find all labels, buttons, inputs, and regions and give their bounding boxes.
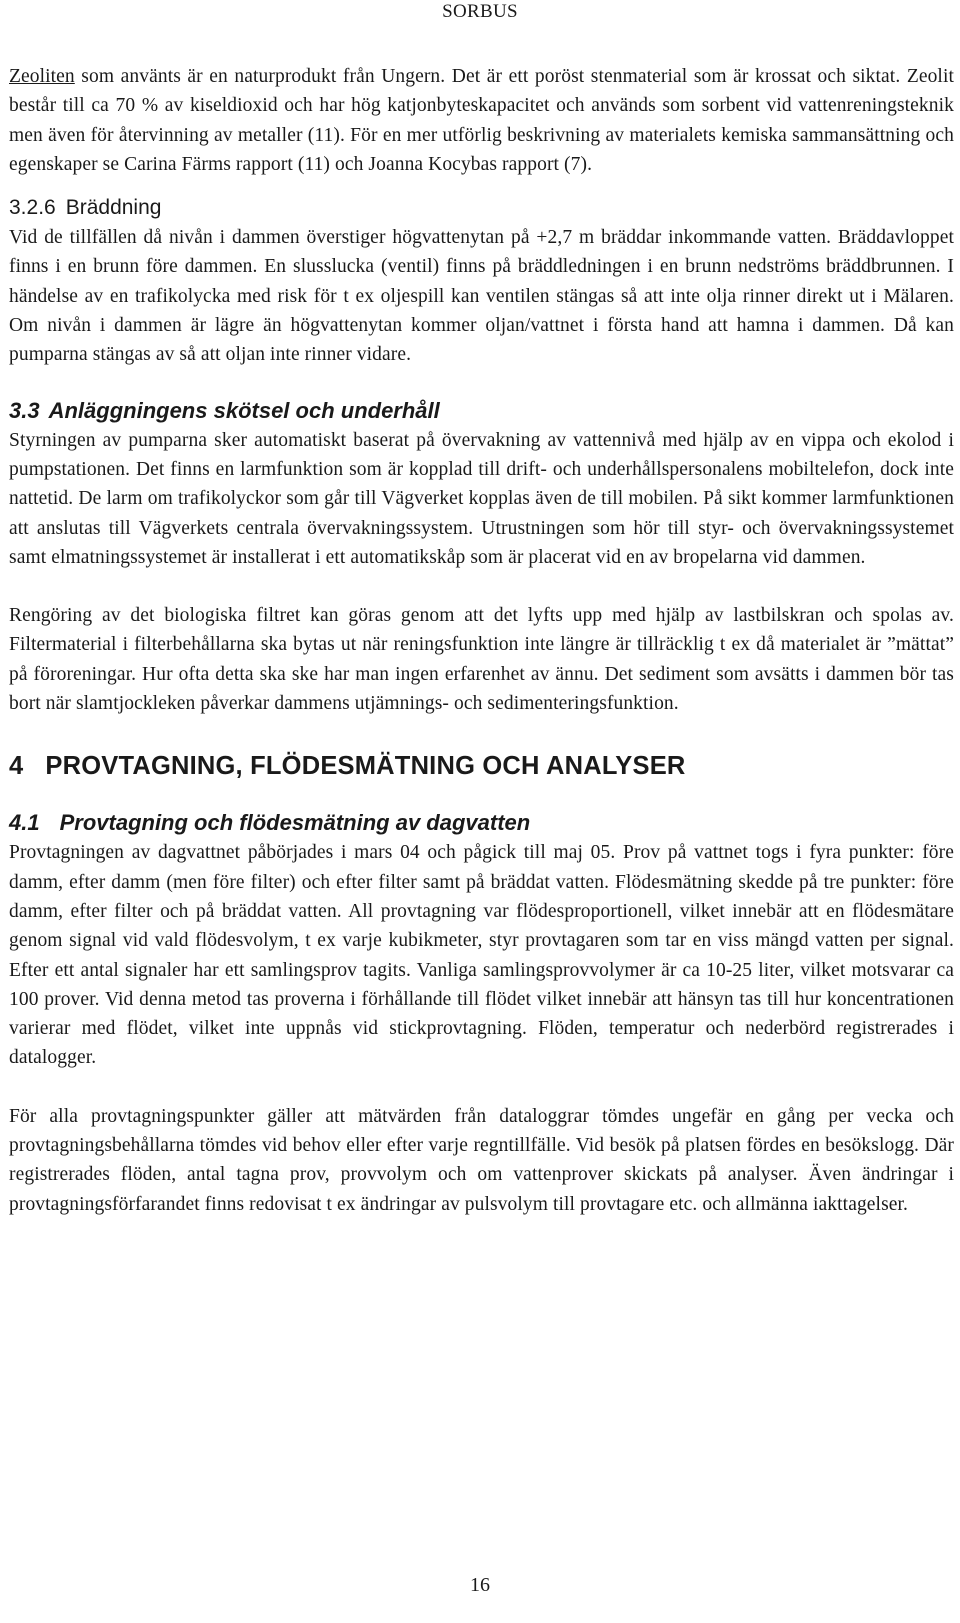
section-title: Provtagning och flödesmätning av dagvatten (59, 810, 531, 836)
paragraph-provtagning-2: För alla provtagningspunkter gäller att mätvärden från dataloggrar tömdes ungefär en gång per vecka och provtagningsbehållarna tömdes vid behov eller efter varje regntillfälle. Vid besök på platsen fördes en besökslogg. Där registrerades flöden, antal tagna prov, provvolym och om vattenprover skickats på analyser. Även ändringar i provtagningsförfarandet finns redovisat t ex ändringar av pulsvolym till provtagare etc. och allmänna iakttagelser. (9, 1105, 954, 1215)
section-title: Bräddning (65, 196, 162, 220)
section-number: 4.1 (9, 810, 40, 836)
page-number: 16 (470, 1574, 490, 1596)
document-body (9, 62, 954, 1219)
chapter-title: PROVTAGNING, FLÖDESMÄTNING OCH ANALYSER (45, 752, 686, 781)
paragraph-skotsel-1: Styrningen av pumparna sker automatiskt baserat på övervakning av vattennivå med hjälp av en vippa och ekolod i pumpstationen. Det finns en larmfunktion som är kopplad till drift- och underhållspersonalens mobiltelefon, dock inte nattetid. De larm om trafikolyckor som går till Vägverket kopplas även de till mobilen. På sikt kommer larmfunktionen att anslutas till Vägverkets centrala övervakningssystem. Utrustningen som hör till styr- och övervakningssystemet samt elmatningssystemet är installerat i ett automatikskåp som är placerat vid en av bropelarna vid dammen. (9, 429, 954, 568)
paragraph-zeolite (9, 62, 954, 179)
section-title: Anläggningens skötsel och underhåll (48, 397, 440, 423)
running-header: SORBUS (442, 1, 518, 22)
zeolite-link[interactable]: Zeoliten (9, 66, 75, 87)
zeolite-text: som använts är en naturprodukt från Ungern. Det är ett poröst stenmaterial som är krossat och siktat. Zeolit består till ca 70 % av kiseldioxid och har hög katjonbyteskapacitet och används som sorbent vid vattenreningsteknik men även för återvinning av metaller (11). För en mer utförlig beskrivning av materialets kemiska sammansättning och egenskaper se Carina Färms rapport (11) och Joanna Kocybas rapport (7). (9, 66, 954, 175)
section-heading-3-2-6 (9, 193, 954, 223)
chapter-number: 4 (9, 752, 24, 781)
paragraph-skotsel-2: Rengöring av det biologiska filtret kan göras genom att det lyfts upp med hjälp av lastbilskran och spolas av. Filtermaterial i filterbehållarna ska bytas ut när reningsfunktion inte längre är tillräcklig t ex då materialet är ”mättat” på föroreningar. Hur ofta detta ska ske har man ingen erfarenhet av ännu. Det sediment som avsätts i dammen bör tas bort när slamtjockleken påverkar dammens utjämnings- och sedimenteringsfunktion. (9, 605, 954, 715)
section-heading-3-3 (9, 396, 954, 426)
section-number: 3.3 (9, 397, 40, 423)
section-number: 3.2.6 (9, 196, 56, 220)
paragraph-provtagning-1: Provtagningen av dagvattnet påbörjades i mars 04 och pågick till maj 05. Prov på vattnet togs i fyra punkter: före damm, efter damm (men före filter) och efter filter samt på bräddat vatten. Flödesmätning skedde på tre punkter: före damm, efter filter och på bräddat vatten. All provtagning var flödesproportionell, vilket innebär att en flödesmätare genom signal vid vald flödesvolym, t ex varje kubikmeter, styr provtagaren som tar en viss mängd vatten per signal. Efter ett antal signaler har ett samlingsprov tagits. Vanliga samlingsprovvolymer är ca 10-25 liter, vilket motsvarar ca 100 prover. Vid denna metod tas proverna i förhållande till flödet vilket innebär att hänsyn tas till hur koncentrationen varierar med flödet, vilket inte uppnås vid stickprovtagning. Flöden, temperatur och nederbörd registrerades i datalogger. (9, 842, 954, 1069)
paragraph-braddning: Vid de tillfällen då nivån i dammen överstiger högvattenytan på +2,7 m bräddar inkommande vatten. Bräddavloppet finns i en brunn före dammen. En slusslucka (ventil) finns på bräddledningen i en brunn nedströms bräddbrunnen. I händelse av en trafikolycka med risk för t ex oljespill kan ventilen stängas så att inte olja rinner direkt ut i Mälaren. Om nivån i dammen är lägre än högvattenytan kommer oljan/vattnet i första hand att hamna i dammen. Då kan pumparna stängas av så att oljan inte rinner vidare. (9, 227, 954, 366)
chapter-heading-4 (9, 750, 954, 782)
section-heading-4-1 (9, 808, 954, 838)
